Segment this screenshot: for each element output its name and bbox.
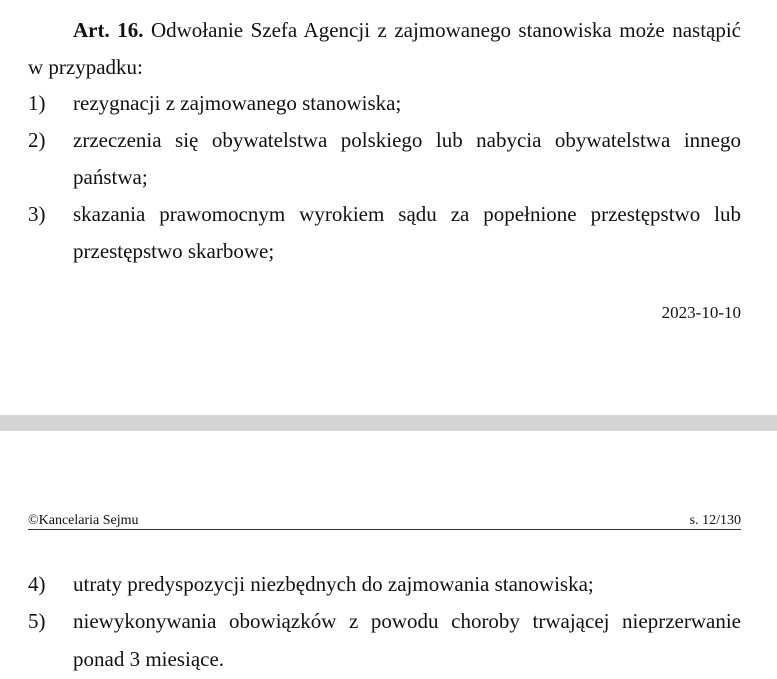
item-number: 3): [28, 202, 46, 226]
article-16-intro: [73, 18, 741, 42]
item-text-continuation: przestępstwo skarbowe;: [73, 239, 275, 263]
item-text: zrzeczenia się obywatelstwa polskiego lub nabycia obywatelstwa innego: [73, 128, 741, 152]
item-text: skazania prawomocnym wyrokiem sądu za popełnione przestępstwo lub: [73, 202, 741, 226]
item-text-continuation: ponad 3 miesiące.: [73, 647, 225, 671]
page-separator: [0, 415, 777, 431]
intro-continuation: w przypadku:: [28, 55, 143, 79]
item-number: 4): [28, 572, 46, 596]
article-label: Art. 16.: [73, 18, 144, 42]
item-text: utraty predyspozycji niezbędnych do zajmowania stanowiska;: [73, 572, 594, 596]
item-text: rezygnacji z zajmowanego stanowiska;: [73, 91, 402, 115]
item-text: niewykonywania obowiązków z powodu choroby trwającej nieprzerwanie: [73, 609, 741, 633]
item-number: 2): [28, 128, 46, 152]
header-copyright: ©Kancelaria Sejmu: [28, 513, 139, 528]
item-text-continuation: państwa;: [73, 165, 148, 189]
item-number: 1): [28, 91, 46, 115]
page-header: [28, 512, 741, 530]
item-number: 5): [28, 609, 46, 633]
intro-text: Odwołanie Szefa Agencji z zajmowanego stanowiska może nastąpić: [150, 18, 742, 42]
document-date: 2023-10-10: [661, 303, 741, 322]
page-number: s. 12/130: [689, 513, 741, 528]
